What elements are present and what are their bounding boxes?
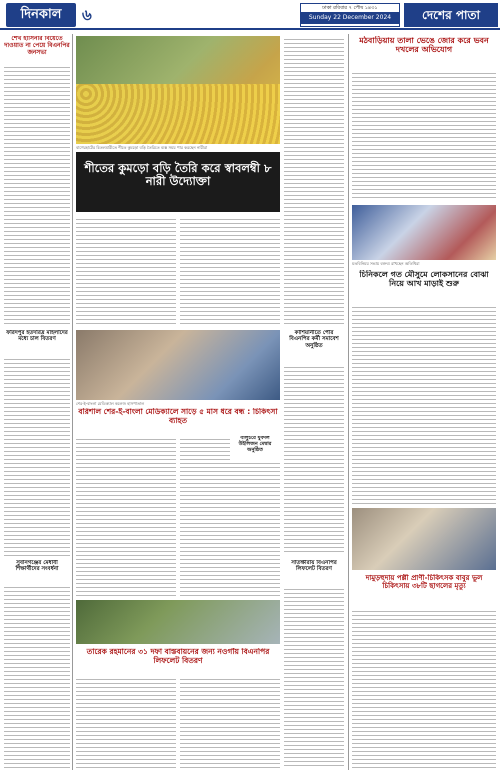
newspaper-logo: দিনকাল — [6, 3, 76, 27]
date-english: Sunday 22 December 2024 — [301, 12, 399, 24]
article-10-headline: সাতক্ষীরায় বিএনপির লিফলেট বিতরণ — [291, 560, 337, 573]
article-6-body — [4, 356, 70, 556]
date-bangla: ঢাকা রবিবার ৭ পৌষ ১৪৩১ — [322, 5, 378, 11]
article-9-headline: বালুচরে যুবদল উইলিজন মেম্বার অনুষ্ঠিত — [230, 436, 280, 460]
article-4-headline: চিনিকলে গত মৌসুমে লোকসানের বোঝা নিয়ে আখ মাড়াই শুরু — [359, 270, 489, 289]
hospital-photo — [76, 330, 280, 400]
lead-photo-caption: বাগেরহাটের চিতলমারীতে শীতে কুমড়ো বড়ি তৈরিতে ব্যস্ত সময় পার করছেন নারীরা — [76, 145, 208, 150]
lead-headline: শীতের কুমড়ো বড়ি তৈরি করে স্বাবলম্বী ৮ নারী উদ্যোক্তা — [76, 152, 280, 212]
date-box — [300, 3, 400, 27]
article-6-headline: ফরিদপুর হতদরিদ্র মহিলাদের মধ্যে চাল বিতরণ — [6, 330, 68, 343]
article-3-headline: মঠবাড়িয়ায় তালা ভেঙে জোর করে ভবন দখলের অভিযোগ — [359, 36, 489, 55]
article-1-headline: শেখ হাসিনার বিয়েতে দাওয়াত না পেয়ে বিএনপির জনসভা — [4, 36, 70, 56]
article-3-body — [352, 70, 496, 200]
article-1-body — [4, 64, 70, 324]
article-12-headline: দামুড়হুদায় পল্লী প্রাণী-চিকিৎসক বাবুর ভুল চিকিৎসায় ৩৮টি ছাগলের মৃত্যু — [365, 574, 483, 591]
meeting-caption: মতবিনিময় সভায় বক্তব্য রাখছেন অতিথিরা — [352, 261, 420, 266]
leaflet-photo — [76, 600, 280, 644]
article-11-body-1 — [76, 676, 176, 769]
article-4-body — [352, 304, 496, 504]
goat-photo — [352, 508, 496, 570]
article-8-headline: কাশিয়ানীতে পৌর বিএনপির কর্মী সমাবেশ অনুষ্ঠিত — [289, 330, 339, 349]
article-11-headline: তারেক রহমানের ৩১ দফা বাস্তবায়নের জন্য নওগাঁয় বিএনপির লিফলেট বিতরণ — [86, 648, 270, 665]
article-12-body — [352, 608, 496, 769]
article-5-body-1 — [76, 436, 176, 596]
meeting-photo — [352, 205, 496, 260]
center-column-body — [284, 36, 344, 326]
lead-photo — [76, 36, 280, 144]
page-number: ৬ — [82, 6, 92, 24]
article-10-body — [284, 586, 344, 769]
article-7-headline: সুবানগঞ্জের মেধাবী শিক্ষার্থীদের সংবর্ধনা — [15, 560, 59, 573]
masthead — [0, 0, 500, 30]
lead-body-2 — [180, 216, 280, 326]
lead-body-1 — [76, 216, 176, 326]
hospital-caption: শের-ই-বাংলা মেডিক্যাল কলেজ হাসপাতাল — [76, 401, 145, 406]
article-7-body — [4, 584, 70, 769]
article-11-body-2 — [180, 676, 280, 769]
section-title: দেশের পাতা — [404, 3, 498, 27]
article-8-body — [284, 364, 344, 554]
article-5-body-2 — [180, 436, 280, 596]
article-5-headline: বরিশাল শের-ই-বাংলা মেডিক্যালে সাড়ে ৫ মাস ধরে বন্ধ : চিকিৎসা ব্যাহত — [78, 408, 278, 425]
